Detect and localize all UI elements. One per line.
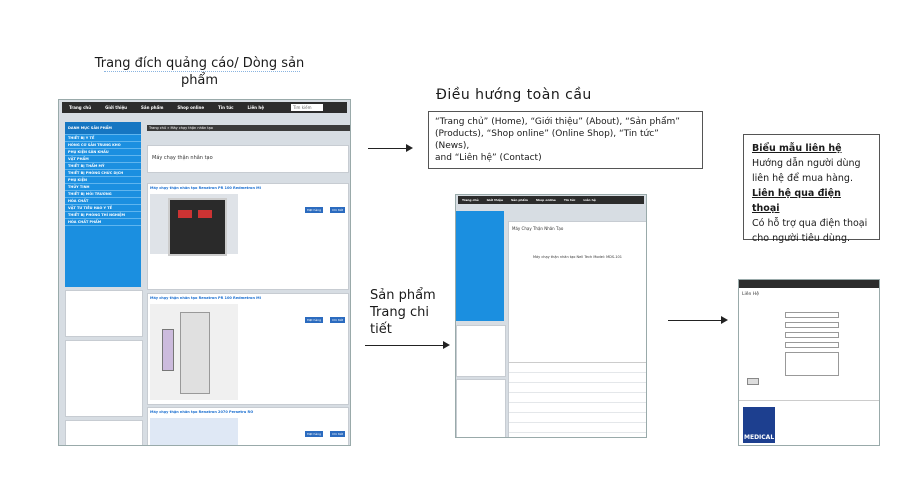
nav-box-line-3: (News), <box>435 141 470 151</box>
nav-news[interactable]: Tin tức <box>563 198 576 202</box>
contact-form <box>743 308 877 388</box>
nav-about[interactable]: Giới thiệu <box>486 198 504 202</box>
nav-contact[interactable]: Liên hệ <box>583 198 596 202</box>
category-item[interactable]: THIẾT BỊ Y TẾ <box>65 135 141 142</box>
detail-title: Máy Chạy Thận Nhân Tạo <box>512 226 564 231</box>
category-sidebar <box>65 122 141 287</box>
category-sidebar <box>456 211 504 321</box>
form-field[interactable] <box>785 322 839 328</box>
contact-form-title: Biểu mẫu liên hệ <box>752 143 842 154</box>
nav-box-line-1: “Trang chủ” (Home), “Giới thiệu” (About), “Sản phẩm” <box>435 117 680 127</box>
page-title-panel <box>147 145 349 173</box>
product-card <box>147 407 349 446</box>
product-actions <box>303 306 345 325</box>
nav-news[interactable]: Tin tức <box>218 105 234 110</box>
nav-shop[interactable]: Shop online <box>177 105 205 110</box>
product-photo <box>150 418 238 446</box>
sidebar-widget <box>456 325 506 377</box>
nav-shop[interactable]: Shop online <box>535 198 556 202</box>
news-widget <box>65 340 143 417</box>
arrowhead-nav <box>406 144 413 152</box>
arrow-to-detail <box>365 345 445 346</box>
detail-model: Máy chạy thận nhân tạo Nell Tech Model: MDS-101 <box>532 255 623 259</box>
category-item[interactable]: THIẾT BỊ THẨM MỸ <box>65 163 141 170</box>
nav-products[interactable]: Sản phẩm <box>141 105 164 110</box>
page-title: Máy chạy thận nhân tạo <box>152 155 213 161</box>
support-widget <box>65 420 143 446</box>
detail-button[interactable]: Chi tiết <box>332 208 343 212</box>
product-actions <box>303 420 345 439</box>
category-item[interactable]: THIẾT BỊ MÔI TRƯỜNG <box>65 191 141 198</box>
global-nav-box <box>428 111 703 169</box>
category-item[interactable]: HÓNG CƠ SẢN TRUNG KHO <box>65 142 141 149</box>
product-card <box>147 183 349 290</box>
category-item[interactable]: THỦY TINH <box>65 184 141 191</box>
buy-button[interactable]: Đặt hàng <box>307 432 322 436</box>
buy-button[interactable]: Đặt hàng <box>307 318 322 322</box>
breadcrumb: Trang chủ » Máy chạy thận nhân tạo <box>147 125 351 131</box>
nav-about[interactable]: Giới thiệu <box>105 105 127 110</box>
buy-button[interactable]: Đặt hàng <box>307 208 322 212</box>
nav-products[interactable]: Sản phẩm <box>511 198 528 202</box>
nav-box-line-4: and “Liên hệ” (Contact) <box>435 153 542 163</box>
contact-phone-desc-2: cho người tiêu dùng. <box>752 233 850 244</box>
category-item[interactable]: HÓA CHẤT PHẨM <box>65 219 141 226</box>
contact-heading: Liên Hệ <box>742 292 759 297</box>
arrowhead-contact <box>721 316 728 324</box>
detail-button[interactable]: Chi tiết <box>332 432 343 436</box>
arrowhead-detail <box>443 341 450 349</box>
product-card <box>147 293 349 405</box>
form-field[interactable] <box>785 312 839 318</box>
contact-page-screenshot <box>738 279 880 446</box>
form-field[interactable] <box>785 342 839 348</box>
nav-home[interactable]: Trang chủ <box>69 105 92 110</box>
product-actions <box>303 196 345 215</box>
category-item[interactable]: THIẾT BỊ PHÒNG CHỨC DỊCH <box>65 170 141 177</box>
detail-button[interactable]: Chi tiết <box>332 318 343 322</box>
category-header: DANH MỤC SẢN PHẨM <box>65 122 141 135</box>
site-top-nav <box>739 280 879 288</box>
global-nav-caption: Điều hướng toàn cầu <box>436 87 592 103</box>
spec-table <box>509 362 646 438</box>
landing-page-screenshot <box>58 99 351 446</box>
product-title[interactable]: Máy chạy thận nhân tạo Renatron 2070 Peraetru RO <box>150 410 254 414</box>
nav-contact[interactable]: Liên hệ <box>247 105 264 110</box>
contact-phone-desc-1: Có hỗ trợ qua điện thoại <box>752 218 868 229</box>
site-top-nav <box>458 196 644 204</box>
nav-search-input[interactable]: Tìm kiếm <box>291 104 324 111</box>
detail-caption: Sản phẩm Trang chi tiết <box>370 288 436 337</box>
message-textarea[interactable] <box>785 352 839 376</box>
product-photo <box>150 304 238 400</box>
contact-form-desc-2: liên hệ để mua hàng. <box>752 173 853 184</box>
category-item[interactable]: HÓA CHẤT <box>65 198 141 205</box>
form-field[interactable] <box>785 332 839 338</box>
nav-box-line-2: (Products), “Shop online” (Online Shop), “Tin tức” <box>435 129 659 139</box>
detail-page-screenshot <box>455 194 647 438</box>
nav-home[interactable]: Trang chủ <box>462 198 479 202</box>
category-item[interactable]: THIẾT BỊ PHÒNG THÍ NGHIỆM <box>65 212 141 219</box>
category-item[interactable]: VẬT PHẨM <box>65 156 141 163</box>
contact-box <box>743 134 880 244</box>
site-top-nav <box>62 102 347 113</box>
category-item[interactable]: PHỤ KIỆN SÂN KHẤU <box>65 149 141 156</box>
submit-button[interactable] <box>747 378 759 385</box>
medical-logo <box>743 407 775 443</box>
search-widget <box>65 290 143 337</box>
product-title[interactable]: Máy chạy thận nhân tạo Renatron PR 100 Redmetron MI <box>150 296 261 300</box>
sidebar-widget <box>456 379 506 438</box>
logo-text: MEDICAL <box>744 434 775 441</box>
product-photo <box>150 194 238 254</box>
arrow-to-contact <box>668 320 723 321</box>
arrow-to-nav <box>368 148 408 149</box>
contact-footer <box>739 400 880 446</box>
contact-form-desc-1: Hướng dẫn người dùng <box>752 158 861 169</box>
contact-phone-title: Liên hệ qua điện thoại <box>752 188 841 214</box>
category-item[interactable]: PHỤ KIỆN <box>65 177 141 184</box>
landing-caption: Trang đích quảng cáo/ Dòng sản phẩm <box>94 56 305 88</box>
detail-content <box>508 221 647 438</box>
caption-underline <box>104 71 300 72</box>
category-item[interactable]: VẬT TƯ TIÊU HAO Y TẾ <box>65 205 141 212</box>
product-title[interactable]: Máy chạy thận nhân tạo Renatron PR 100 Redmetron MI <box>150 186 261 190</box>
